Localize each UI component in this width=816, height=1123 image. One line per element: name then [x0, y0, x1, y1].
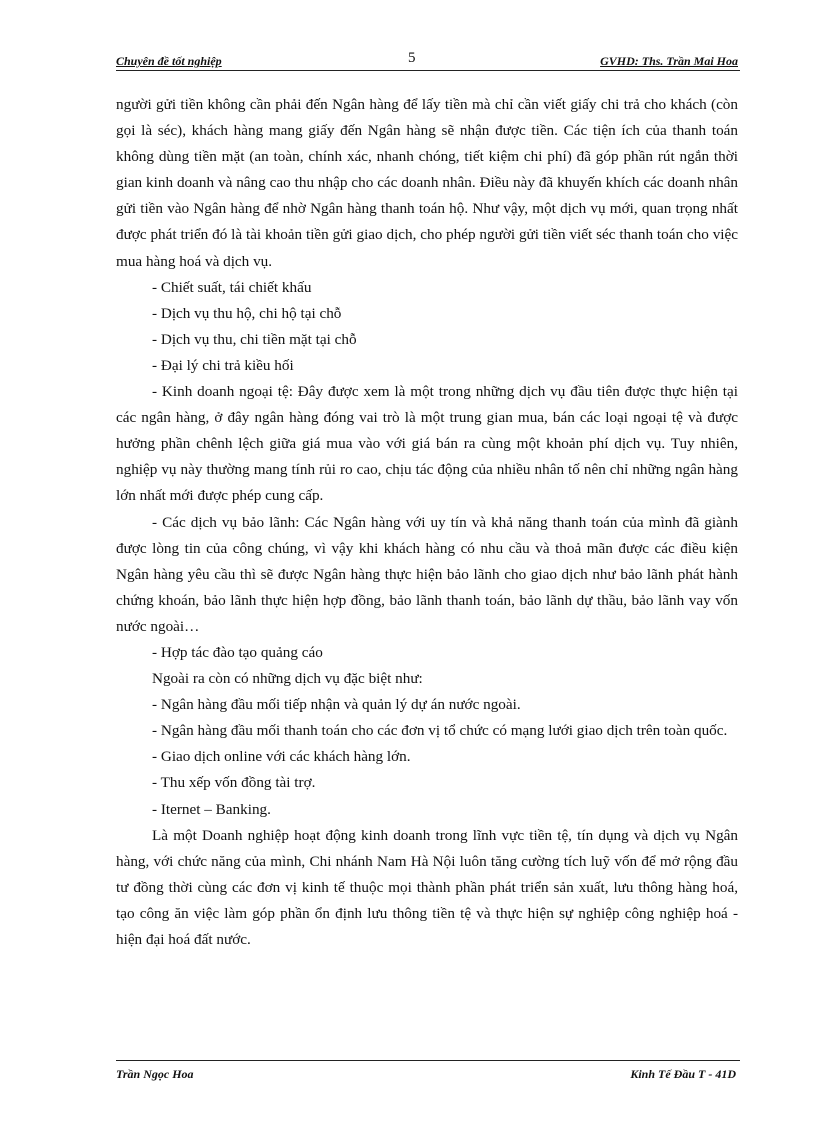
- list-item: - Dịch vụ thu hộ, chi hộ tại chỗ: [152, 304, 342, 322]
- document-body: [116, 92, 738, 953]
- page-number: 5: [408, 50, 416, 66]
- list-item: - Giao dịch online với các khách hàng lớn.: [152, 748, 411, 766]
- page-header: [116, 50, 740, 71]
- footer-class: Kinh Tế Đầu T - 41D: [630, 1067, 736, 1081]
- paragraph: - Kinh doanh ngoại tệ: Đây được xem là một trong những dịch vụ đầu tiên được thực hiện tại các ngân hàng, ở đây ngân hàng đóng vai trò là một trung gian mua, bán các loại ngoại tệ và được hưởng phần chênh lệch giữa giá mua vào với giá bán ra cùng một khoản phí dịch vụ. Tuy nhiên, nghiệp vụ này thường mang tính rủi ro cao, chịu tác động của nhiều nhân tố nên chỉ những ngân hàng lớn nhất mới được phép cung cấp.: [116, 383, 738, 505]
- paragraph: Là một Doanh nghiệp hoạt động kinh doanh trong lĩnh vực tiền tệ, tín dụng và dịch vụ Ngân hàng, với chức năng của mình, Chi nhánh Nam Hà Nội luôn tăng cường tích luỹ vốn để mở rộng đầu tư đồng thời cùng các đơn vị kinh tế thuộc mọi thành phần phát triển sản xuất, lưu thông hàng hoá, tạo công ăn việc làm góp phần ổn định lưu thông tiền tệ và thực hiện sự nghiệp công nghiệp hoá - hiện đại hoá đất nước.: [116, 826, 738, 948]
- paragraph: - Các dịch vụ bảo lãnh: Các Ngân hàng với uy tín và khả năng thanh toán của mình đã giành được lòng tin của công chúng, vì vậy khi khách hàng có nhu cầu và thoả mãn được các điều kiện Ngân hàng yêu cầu thì sẽ được Ngân hàng thực hiện bảo lãnh cho giao dịch như bảo lãnh phát hành chứng khoán, bảo lãnh thực hiện hợp đồng, bảo lãnh thanh toán, bảo lãnh dự thầu, bảo lãnh vay vốn nước ngoài…: [116, 513, 738, 635]
- list-item: - Ngân hàng đầu mối tiếp nhận và quản lý dự án nước ngoài.: [152, 696, 521, 714]
- list-item: - Dịch vụ thu, chi tiền mặt tại chỗ: [152, 330, 357, 348]
- list-item: - Thu xếp vốn đồng tài trợ.: [152, 774, 316, 792]
- header-advisor: GVHD: Ths. Trần Mai Hoa: [600, 54, 738, 68]
- list-item: - Ngân hàng đầu mối thanh toán cho các đơn vị tổ chức có mạng lưới giao dịch trên toàn quốc.: [152, 722, 728, 740]
- list-item: - Chiết suất, tái chiết khấu: [152, 278, 312, 296]
- list-item: - Đại lý chi trả kiều hối: [152, 356, 294, 374]
- page-footer: [116, 1060, 740, 1081]
- paragraph: người gửi tiền không cần phải đến Ngân hàng để lấy tiền mà chỉ cần viết giấy chi trả cho khách (còn gọi là séc), khách hàng mang giấy đến Ngân hàng sẽ nhận được tiền. Các tiện ích của thanh toán không dùng tiền mặt (an toàn, chính xác, nhanh chóng, tiết kiệm chi phí) đã góp phần rút ngắn thời gian kinh doanh và nâng cao thu nhập cho các doanh nhân. Điều này đã khuyến khích các doanh nhân gửi tiền vào Ngân hàng để nhờ Ngân hàng thanh toán hộ. Như vậy, một dịch vụ mới, quan trọng nhất được phát triển đó là tài khoản tiền gửi giao dịch, cho phép người gửi tiền viết séc thanh toán cho việc mua hàng hoá và dịch vụ.: [116, 96, 738, 270]
- list-item: - Iternet – Banking.: [152, 800, 271, 818]
- footer-author: Trần Ngọc Hoa: [116, 1067, 194, 1081]
- list-item: - Hợp tác đào tạo quảng cáo: [152, 643, 323, 661]
- header-title: Chuyên đề tốt nghiệp: [116, 54, 222, 68]
- paragraph: Ngoài ra còn có những dịch vụ đặc biệt như:: [152, 670, 423, 688]
